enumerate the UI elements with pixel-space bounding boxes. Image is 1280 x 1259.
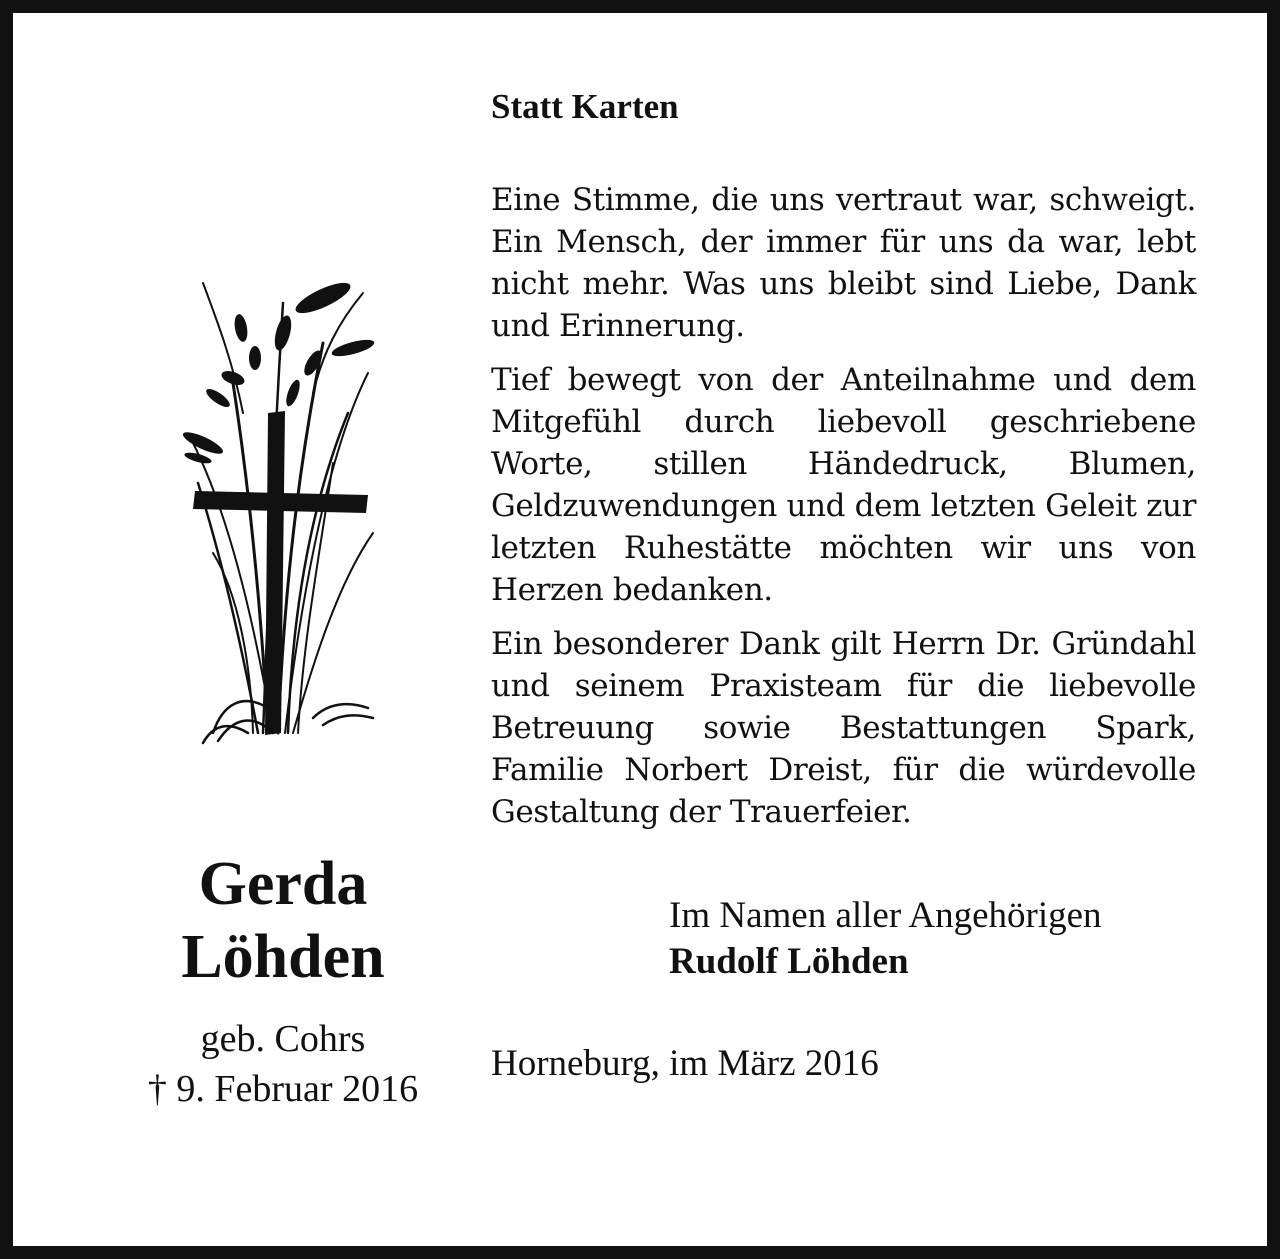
paragraph-2: Tief bewegt von der Anteilnahme und dem Mitgefühl durch liebevoll geschriebene Worte, stillen Händedruck, Blumen, Geldzuwendungen und dem letzten Geleit zur letzten Ruhestätte möchten wir uns von Herzen bedanken. [491,362,1196,608]
deceased-name [73,848,493,994]
signature-block [669,893,1196,985]
place-date: Horneburg, im März 2016 [491,1043,879,1084]
birth-name: geb. Cohrs [200,1018,366,1060]
message-column [491,83,1196,1087]
last-name: Löhden [181,923,385,991]
cross-with-grass-icon [173,263,393,763]
paragraph-3: Ein besonderer Dank gilt Herrn Dr. Gründahl und seinem Praxisteam für die liebevolle Betreuung sowie Bestattungen Spark, Familie Norbert Dreist, für die würdevolle Gestaltung der Trauerfeier. [491,626,1196,830]
signer-name: Rudolf Löhden [669,941,909,982]
death-date: † 9. Februar 2016 [147,1068,419,1110]
paragraph-1: Eine Stimme, die uns vertraut war, schweigt. Ein Mensch, der immer für uns da war, lebt nicht mehr. Was uns bleibt sind Liebe, Dank und Erinnerung. [491,182,1196,344]
first-name: Gerda [198,850,368,918]
deceased-column [73,263,493,1114]
signature-line: Im Namen aller Angehörigen [669,895,1102,936]
notice-heading: Statt Karten [491,87,679,126]
